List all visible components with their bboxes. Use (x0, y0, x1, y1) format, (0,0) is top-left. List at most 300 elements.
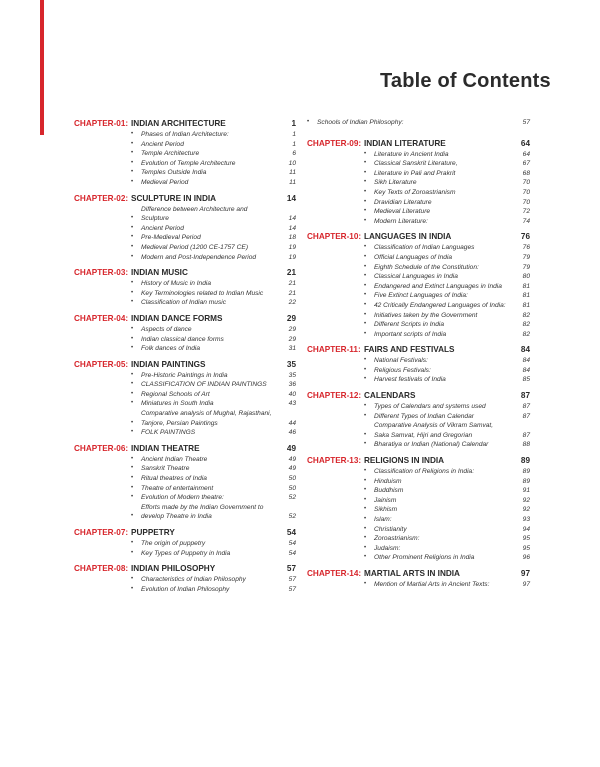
bullet-icon: • (131, 455, 134, 462)
chapter-items (74, 205, 296, 263)
toc-item-text: Pre-Historic Paintings in India (141, 371, 228, 379)
chapter-heading[interactable] (74, 267, 296, 278)
bullet-icon: • (131, 215, 134, 222)
chapter-label: CHAPTER-02: (74, 193, 129, 203)
toc-item-page: 68 (522, 169, 530, 177)
chapter-section (74, 193, 296, 263)
bullet-icon: • (364, 403, 367, 410)
toc-item[interactable] (131, 289, 296, 299)
toc-item[interactable] (364, 375, 530, 385)
toc-item-text: Schools of Indian Philosophy: (317, 119, 404, 126)
toc-item-page: 72 (522, 208, 530, 216)
toc-item-text: Classification of Indian music (141, 299, 227, 307)
toc-item-text: Efforts made by the Indian Government to develop Theatre in India (141, 503, 264, 521)
toc-item[interactable] (364, 534, 530, 544)
toc-item-page: 64 (522, 150, 530, 158)
chapter-items (307, 356, 530, 385)
chapter-section (74, 118, 296, 188)
toc-item[interactable] (131, 455, 296, 465)
toc-item-text: Jainism (374, 496, 397, 504)
toc-item[interactable] (364, 486, 530, 496)
chapter-section (307, 344, 530, 385)
toc-item[interactable] (364, 301, 530, 311)
toc-item[interactable] (364, 477, 530, 487)
chapter-label: CHAPTER-03: (74, 268, 129, 278)
toc-item-text: Evolution of Indian Philosophy (141, 585, 230, 593)
chapter-page: 35 (286, 359, 296, 369)
toc-item[interactable] (364, 580, 530, 590)
toc-item-text: Initiatives taken by the Government (374, 311, 478, 319)
bullet-icon: • (131, 576, 134, 583)
bullet-icon: • (364, 525, 367, 532)
chapter-label: CHAPTER-10: (307, 232, 362, 242)
toc-item[interactable] (131, 140, 296, 150)
toc-item-text: Zoroastrianism: (374, 535, 420, 543)
toc-item-page: 44 (288, 419, 296, 427)
chapter-page: 84 (520, 345, 530, 355)
toc-item-text: Different Types of Indian Calendar (374, 412, 474, 420)
toc-item[interactable] (364, 467, 530, 477)
toc-item-page: 70 (522, 179, 530, 187)
toc-item-page: 11 (289, 169, 296, 177)
bullet-icon: • (131, 169, 134, 176)
bullet-icon: • (131, 253, 134, 260)
toc-item[interactable] (131, 168, 296, 178)
toc-item-page: 92 (522, 506, 530, 514)
bullet-icon: • (307, 119, 310, 125)
toc-item-page: 29 (288, 325, 296, 333)
toc-item-page: 81 (522, 292, 530, 300)
toc-item[interactable] (364, 366, 530, 376)
chapter-page: 21 (286, 268, 296, 278)
toc-item-page: 81 (522, 282, 530, 290)
toc-item[interactable] (131, 149, 296, 159)
chapter-heading[interactable] (74, 527, 296, 538)
toc-item-page: 96 (522, 554, 530, 562)
chapter-section (74, 267, 296, 308)
toc-item[interactable] (131, 390, 296, 400)
toc-item[interactable] (131, 178, 296, 188)
toc-item[interactable] (364, 207, 530, 217)
chapter-page: 57 (286, 564, 296, 574)
toc-item-page: 70 (522, 198, 530, 206)
toc-item-text: National Festivals: (374, 357, 428, 365)
bullet-icon: • (364, 263, 367, 270)
chapter-section (74, 527, 296, 558)
toc-item-page: 49 (288, 465, 296, 473)
toc-item-page: 93 (522, 516, 530, 523)
bullet-icon: • (364, 301, 367, 308)
chapter-section (307, 231, 530, 339)
toc-item-page: 6 (292, 150, 296, 158)
toc-item[interactable] (131, 224, 296, 234)
toc-item[interactable] (131, 243, 296, 253)
toc-item-page: 67 (522, 160, 530, 168)
toc-item-page: 94 (522, 525, 530, 533)
toc-item[interactable] (131, 549, 296, 559)
toc-item[interactable] (364, 198, 530, 208)
toc-item-text: Pre-Medieval Period (141, 234, 201, 242)
toc-item-text: Evolution of Temple Architecture (141, 159, 236, 167)
toc-item[interactable] (131, 298, 296, 308)
bullet-icon: • (131, 371, 134, 378)
toc-item[interactable] (131, 335, 296, 345)
toc-item[interactable] (131, 380, 296, 390)
chapter-page: 97 (520, 568, 530, 578)
toc-item-text: Comparative Analysis of Vikram Samvat, Saka Samvat, Hijri and Gregorian (374, 422, 494, 439)
chapter-heading[interactable] (74, 118, 296, 129)
toc-item[interactable] (131, 399, 296, 409)
toc-item-text: Bharatiya or Indian (National) Calendar (374, 441, 489, 449)
toc-item[interactable] (131, 279, 296, 289)
toc-item[interactable] (364, 169, 530, 179)
bullet-icon: • (364, 431, 367, 438)
toc-item-text: Official Languages of India (374, 253, 453, 261)
chapter-section (74, 313, 296, 354)
chapter-page: 1 (291, 119, 296, 128)
chapter-label: CHAPTER-01: (74, 119, 129, 128)
toc-item-text: Ancient Indian Theatre (141, 455, 208, 463)
bullet-icon: • (131, 549, 134, 556)
toc-item-text: Sikh Literature (374, 179, 417, 187)
toc-item-text: Key Types of Puppetry in India (141, 549, 231, 557)
bullet-icon: • (364, 516, 367, 522)
chapter-heading[interactable] (307, 138, 530, 149)
toc-item-page: 54 (288, 549, 296, 557)
toc-item[interactable] (131, 159, 296, 169)
chapter-title: INDIAN ARCHITECTURE (131, 119, 226, 128)
bullet-icon: • (364, 169, 367, 176)
toc-item-text: Medieval Period (1200 CE-1757 CE) (141, 243, 249, 251)
chapter-items (74, 455, 296, 522)
chapter-title: RELIGIONS IN INDIA (364, 456, 445, 466)
toc-item-page: 84 (522, 357, 530, 365)
chapter-heading[interactable] (74, 443, 296, 454)
toc-item[interactable] (131, 493, 296, 503)
toc-item[interactable] (364, 253, 530, 263)
bullet-icon: • (364, 208, 367, 215)
toc-item[interactable] (364, 243, 530, 253)
toc-item-page: 89 (522, 477, 530, 485)
bullet-icon: • (131, 335, 134, 342)
bullet-icon: • (131, 325, 134, 332)
toc-item-text: CLASSIFICATION OF INDIAN PAINTINGS (141, 381, 267, 389)
bullet-icon: • (131, 289, 134, 296)
toc-item-page: 21 (288, 289, 296, 297)
toc-item-page: 52 (288, 513, 296, 521)
toc-item[interactable] (364, 320, 530, 330)
toc-item[interactable] (131, 325, 296, 335)
chapter-label: CHAPTER-08: (74, 564, 129, 574)
toc-item-text: Christianity (374, 525, 407, 533)
bullet-icon: • (364, 292, 367, 299)
toc-item[interactable] (131, 464, 296, 474)
toc-item-text: Religious Festivals: (374, 366, 431, 374)
toc-item-text: Evolution of Modern theatre: (141, 494, 224, 502)
bullet-icon: • (364, 441, 367, 448)
toc-item-text: Judaism: (374, 544, 401, 552)
chapter-page: 87 (520, 391, 530, 401)
bullet-icon: • (364, 477, 367, 484)
toc-item[interactable] (131, 503, 296, 522)
toc-item[interactable] (307, 118, 530, 128)
bullet-icon: • (364, 496, 367, 503)
chapter-title: INDIAN DANCE FORMS (131, 313, 223, 323)
toc-item[interactable] (131, 344, 296, 354)
bullet-icon: • (364, 244, 367, 251)
toc-item-text: Indian classical dance forms (141, 335, 224, 343)
bullet-icon: • (364, 535, 367, 542)
toc-item[interactable] (364, 159, 530, 169)
bullet-icon: • (131, 243, 134, 250)
chapter-items (307, 150, 530, 227)
toc-item-text: Types of Calendars and systems used (374, 403, 486, 411)
toc-item-text: Classical Sanskrit Literature, (374, 160, 458, 168)
toc-item-page: 81 (522, 301, 530, 309)
toc-item-page: 50 (288, 475, 296, 483)
toc-item-text: Ritual theatres of India (141, 475, 207, 483)
toc-item[interactable] (364, 525, 530, 535)
toc-item[interactable] (131, 233, 296, 243)
toc-item[interactable] (364, 402, 530, 412)
toc-item-page: 91 (522, 487, 530, 495)
toc-item-text: Harvest festivals of India (374, 376, 446, 384)
chapter-items (74, 279, 296, 308)
toc-item[interactable] (364, 496, 530, 506)
bullet-icon: • (364, 160, 367, 167)
toc-item-text: Classification of Indian Languages (374, 244, 475, 252)
bullet-icon: • (131, 131, 134, 137)
bullet-icon: • (364, 376, 367, 383)
toc-item[interactable] (131, 130, 296, 140)
toc-item-text: Dravidian Literature (374, 198, 432, 206)
toc-item[interactable] (364, 311, 530, 321)
toc-item-text: Ancient Period (141, 224, 184, 232)
bullet-icon: • (364, 253, 367, 260)
toc-item[interactable] (131, 474, 296, 484)
toc-item-text: FOLK PAINTINGS (141, 429, 196, 437)
chapter-section (307, 568, 530, 590)
bullet-icon: • (364, 554, 367, 561)
toc-item[interactable] (364, 553, 530, 563)
toc-item-page: 57 (288, 585, 296, 593)
chapter-page: 29 (286, 313, 296, 323)
chapter-label: CHAPTER-09: (307, 138, 362, 148)
bullet-icon: • (131, 140, 134, 147)
bullet-icon: • (131, 484, 134, 491)
bullet-icon: • (364, 198, 367, 205)
bullet-icon: • (364, 487, 367, 494)
toc-item-text: Other Prominent Religions in India (374, 554, 475, 562)
toc-item[interactable] (364, 272, 530, 282)
toc-item-page: 97 (522, 580, 530, 588)
toc-item[interactable] (364, 440, 530, 450)
toc-item-page: 22 (288, 299, 296, 307)
chapter-heading[interactable] (307, 231, 530, 242)
toc-item-text: Different Scripts in India (374, 321, 444, 329)
chapter-heading[interactable] (307, 568, 530, 579)
bullet-icon: • (131, 234, 134, 241)
toc-item-text: Literature in Pali and Prakrit (374, 169, 456, 177)
toc-item[interactable] (364, 515, 530, 525)
bullet-icon: • (364, 188, 367, 195)
toc-item-page: 57 (288, 576, 296, 584)
toc-left-column (74, 118, 296, 599)
toc-item-page: 87 (522, 431, 530, 439)
toc-item-text: Difference between Architecture and Sculpture (141, 205, 248, 223)
toc-item-page: 84 (522, 366, 530, 374)
toc-item-page: 14 (288, 215, 296, 223)
chapter-page: 49 (286, 443, 296, 453)
chapter-section (307, 138, 530, 227)
bullet-icon: • (131, 381, 134, 388)
toc-item-page: 79 (522, 263, 530, 271)
chapter-label: CHAPTER-13: (307, 456, 362, 466)
bullet-icon: • (364, 412, 367, 419)
toc-item-text: Important scripts of India (374, 330, 447, 338)
toc-item-text: Temple Architecture (141, 150, 200, 158)
chapter-page: 54 (286, 528, 296, 537)
toc-item[interactable] (131, 575, 296, 585)
bullet-icon: • (131, 390, 134, 397)
toc-item-text: Modern and Post-Independence Period (141, 253, 257, 261)
toc-item-page: 49 (288, 455, 296, 463)
toc-item-text: Mention of Martial Arts in Ancient Texts: (374, 580, 490, 588)
toc-item-page: 95 (522, 544, 530, 552)
bullet-icon: • (364, 544, 367, 551)
chapter-title: FAIRS AND FESTIVALS (364, 345, 455, 355)
toc-item[interactable] (131, 428, 296, 438)
chapter-heading[interactable] (74, 313, 296, 324)
toc-item[interactable] (131, 205, 296, 224)
toc-item[interactable] (131, 539, 296, 549)
toc-item-page: 29 (288, 335, 296, 343)
toc-item-page: 76 (522, 244, 530, 252)
chapter-heading[interactable] (74, 563, 296, 574)
toc-item-text: Key Texts of Zoroastrianism (374, 188, 456, 196)
chapter-page: 14 (286, 193, 296, 203)
chapter-label: CHAPTER-12: (307, 391, 362, 401)
chapter-items (74, 371, 296, 438)
toc-item-text: Endangered and Extinct Languages in India (374, 282, 502, 290)
toc-item-page: 88 (522, 441, 530, 449)
toc-item-page: 87 (522, 403, 530, 411)
chapter-label: CHAPTER-11: (307, 345, 361, 355)
toc-item[interactable] (131, 253, 296, 263)
bullet-icon: • (364, 506, 367, 513)
chapter-items (307, 243, 530, 339)
bullet-icon: • (364, 179, 367, 186)
chapter-title: INDIAN THEATRE (131, 443, 200, 453)
toc-item-text: Hinduism (374, 477, 402, 485)
toc-item-page: 82 (522, 321, 530, 329)
toc-item-page: 74 (522, 217, 530, 225)
toc-item-page: 43 (288, 400, 296, 408)
bullet-icon: • (364, 321, 367, 328)
toc-item[interactable] (364, 282, 530, 292)
bullet-icon: • (364, 150, 367, 157)
toc-item-page: 18 (288, 234, 296, 242)
chapter-label: CHAPTER-05: (74, 359, 129, 369)
bullet-icon: • (131, 540, 134, 546)
toc-item[interactable] (131, 585, 296, 595)
chapter-items (74, 130, 296, 188)
toc-item-page: 19 (288, 243, 296, 251)
toc-item-text: Classification of Religions in India: (374, 468, 475, 476)
bullet-icon: • (364, 282, 367, 289)
chapter-page: 64 (520, 138, 530, 148)
toc-item-text: Sanskrit Theatre (141, 465, 190, 473)
toc-item-page: 1 (292, 140, 296, 148)
toc-item-page: 92 (522, 496, 530, 504)
toc-item[interactable] (364, 291, 530, 301)
toc-item-page: 19 (288, 253, 296, 261)
toc-item-page: 1 (292, 131, 296, 138)
chapter-title: SCULPTURE IN INDIA (131, 193, 217, 203)
chapter-heading[interactable] (307, 344, 530, 355)
bullet-icon: • (131, 224, 134, 231)
toc-item[interactable] (364, 356, 530, 366)
toc-item[interactable] (364, 412, 530, 422)
toc-item[interactable] (364, 188, 530, 198)
chapter-section (307, 455, 530, 563)
toc-item[interactable] (131, 484, 296, 494)
toc-item-page: 82 (522, 311, 530, 319)
toc-item-text: Buddhism (374, 487, 404, 495)
chapter-heading[interactable] (307, 390, 530, 401)
bullet-icon: • (364, 273, 367, 280)
bullet-icon: • (364, 580, 367, 587)
chapter-heading[interactable] (74, 359, 296, 370)
toc-item-text: Eighth Schedule of the Constitution: (374, 263, 479, 271)
toc-item[interactable] (364, 544, 530, 554)
toc-item[interactable] (364, 421, 530, 440)
bullet-icon: • (131, 513, 134, 520)
chapter-section (74, 563, 296, 594)
toc-item[interactable] (131, 371, 296, 381)
toc-item-text: Ancient Period (141, 140, 184, 148)
toc-item-page: 11 (289, 178, 296, 186)
toc-item[interactable] (364, 217, 530, 227)
bullet-icon: • (131, 178, 134, 185)
toc-item[interactable] (364, 330, 530, 340)
toc-item[interactable] (364, 150, 530, 160)
toc-item-text: 42 Critically Endangered Languages of India: (374, 301, 506, 309)
toc-item-page: 80 (522, 273, 530, 281)
toc-item-page: 31 (288, 345, 296, 353)
toc-item-text: Sikhism (374, 506, 398, 514)
toc-item-text: Literature in Ancient India (374, 150, 449, 158)
chapter-items (74, 575, 296, 594)
toc-item[interactable] (364, 178, 530, 188)
bullet-icon: • (131, 159, 134, 166)
chapter-heading[interactable] (74, 193, 296, 204)
toc-item-page: 10 (288, 159, 296, 167)
chapter-label: CHAPTER-04: (74, 313, 129, 323)
bullet-icon: • (364, 217, 367, 224)
toc-item[interactable] (131, 409, 296, 428)
toc-item[interactable] (364, 505, 530, 515)
toc-item-page: 82 (522, 330, 530, 338)
toc-item-page: 46 (288, 429, 296, 437)
chapter-items (74, 539, 296, 558)
chapter-title: MARTIAL ARTS IN INDIA (364, 568, 460, 578)
bullet-icon: • (364, 311, 367, 318)
chapter-heading[interactable] (307, 455, 530, 466)
bullet-icon: • (364, 468, 367, 475)
toc-item-text: Medieval Literature (374, 208, 431, 216)
toc-item[interactable] (364, 263, 530, 273)
